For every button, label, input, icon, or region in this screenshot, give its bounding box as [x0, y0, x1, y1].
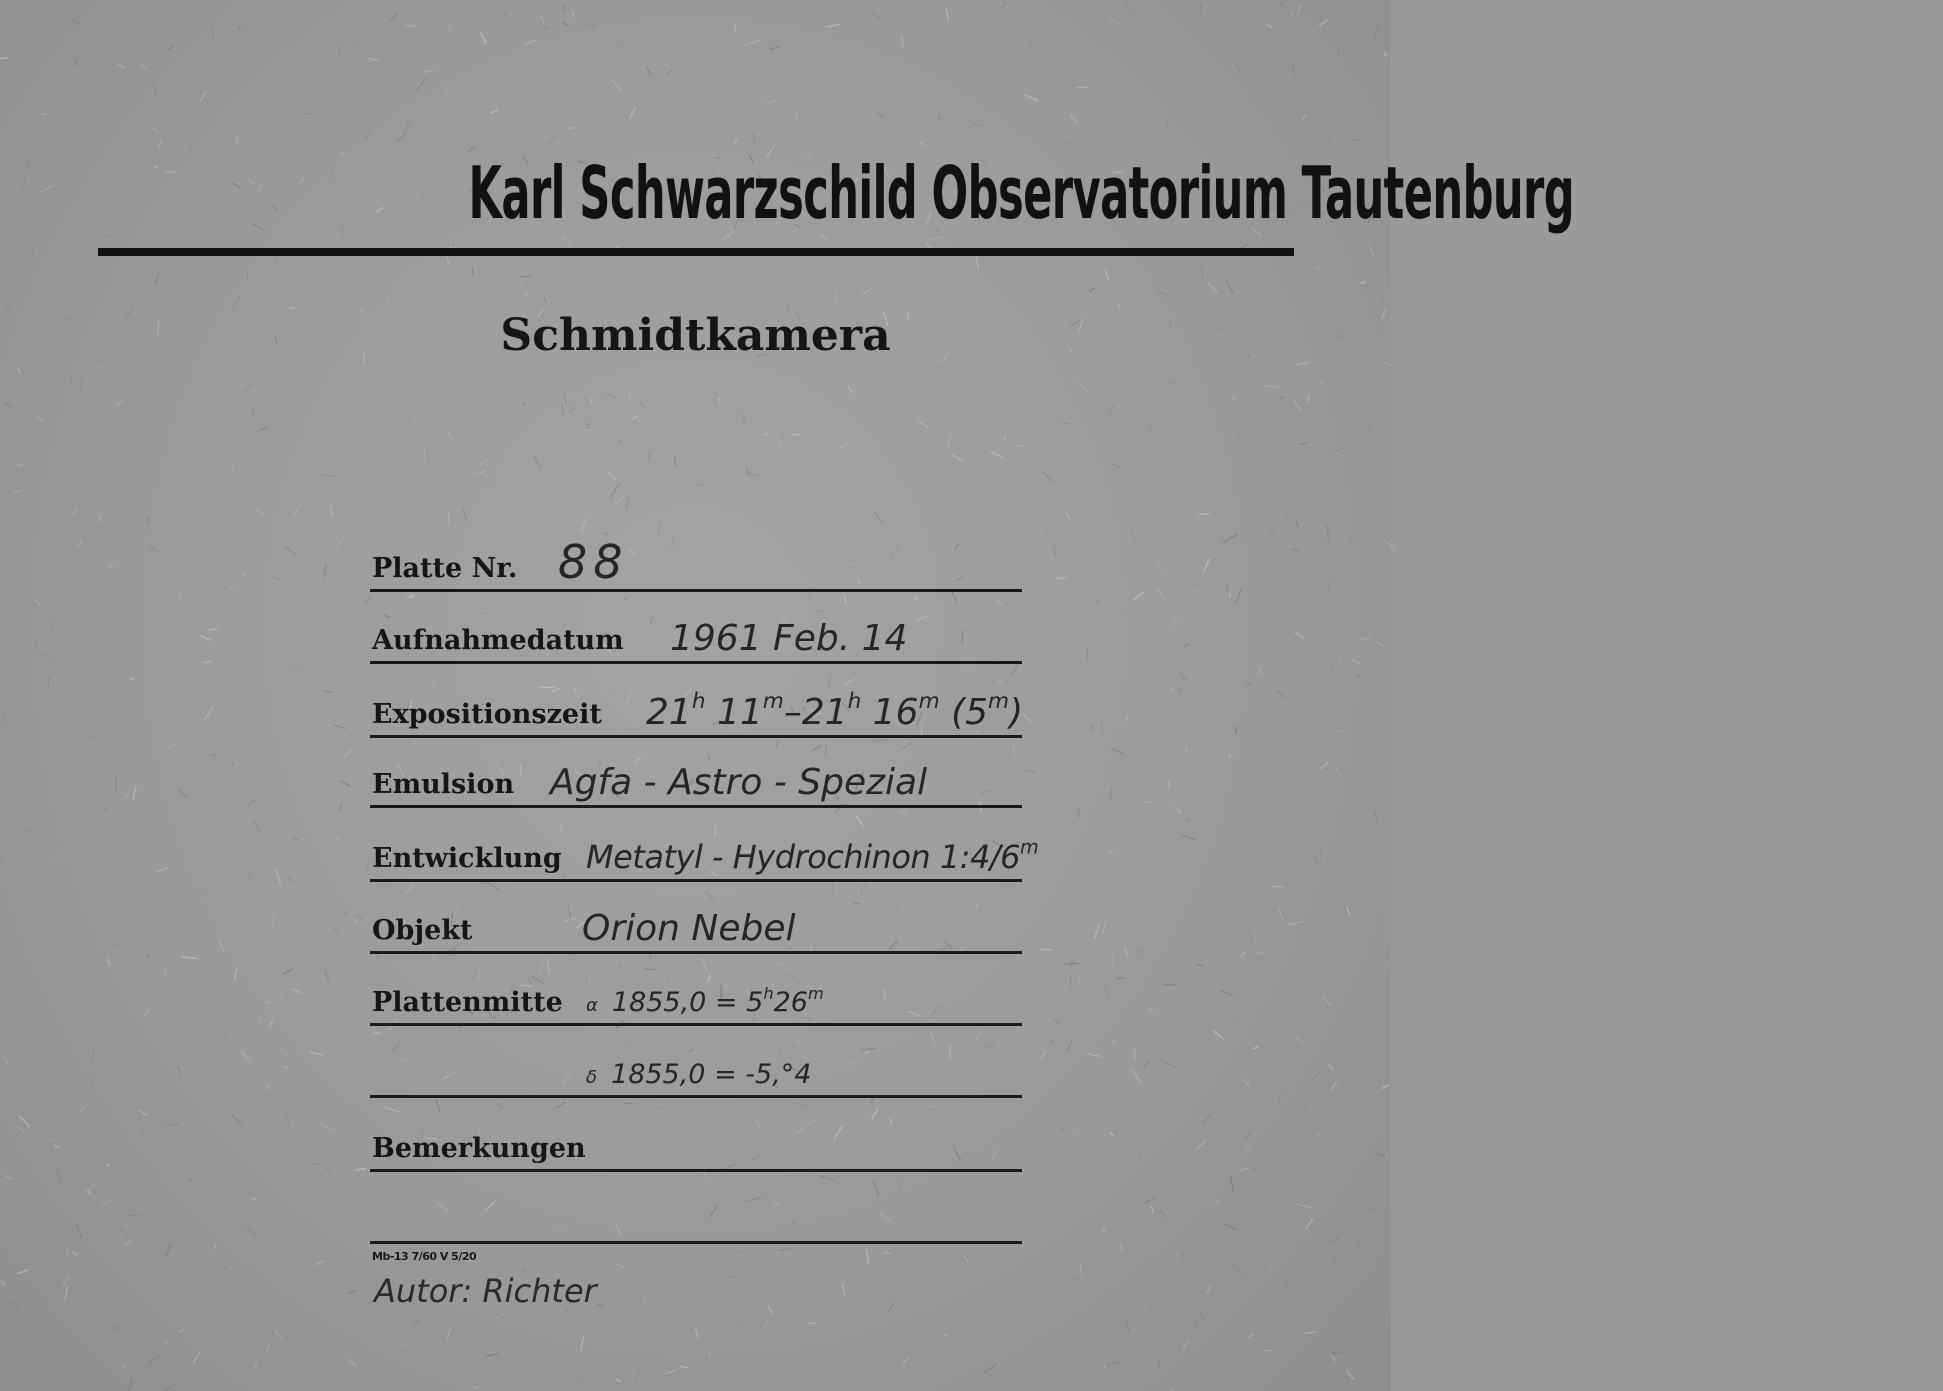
label-development: Entwicklung [372, 843, 562, 874]
value-emulsion: Agfa - Astro - Spezial [550, 762, 928, 803]
row-blank [370, 1184, 1022, 1244]
row-center-ra [370, 966, 1022, 1026]
row-center-dec [370, 1038, 1022, 1098]
underline [370, 1241, 1022, 1244]
underline [370, 1023, 1022, 1026]
label-emulsion: Emulsion [372, 769, 515, 800]
value-date: 1961 Feb. 14 [670, 618, 908, 659]
underline [370, 589, 1022, 592]
row-plate [370, 532, 1022, 592]
form-code: Mb-13 7/60 V 5/20 [372, 1250, 477, 1263]
underline [370, 735, 1022, 738]
value-exposure: 21$^h$ 11$^m$–21$^h$ 16$^m$ (5$^m$) [646, 688, 1024, 733]
label-plate: Platte Nr. [372, 553, 518, 584]
label-date: Aufnahmedatum [372, 625, 624, 656]
value-center-ra: α $1855,0 = 5^h26^m$ [586, 983, 824, 1018]
row-development [370, 822, 1039, 882]
row-date [370, 604, 1022, 664]
underline [370, 805, 1022, 808]
header-rule [98, 248, 1294, 256]
value-center-dec: δ 1855,0 = -5,°4 [586, 1059, 812, 1090]
underline [370, 1095, 1022, 1098]
label-center: Plattenmitte [372, 987, 563, 1018]
underline [370, 879, 1022, 882]
value-development: Metatyl - Hydrochinon 1:4/6$^m$ [586, 835, 1039, 876]
value-object: Orion Nebel [582, 908, 796, 949]
underline [370, 661, 1022, 664]
institution-title: Karl Schwarzschild Observatorium Tautenburg [468, 151, 1575, 235]
row-exposure [370, 678, 1022, 738]
label-object: Objekt [372, 915, 473, 946]
author-note: Autor: Richter [374, 1272, 597, 1310]
value-plate: 88 [558, 535, 629, 589]
row-object [370, 894, 1022, 954]
label-remarks: Bemerkungen [372, 1133, 586, 1164]
row-remarks [370, 1112, 1022, 1172]
row-emulsion [370, 748, 1022, 808]
underline [370, 951, 1022, 954]
label-exposure: Expositionszeit [372, 699, 602, 730]
instrument-subtitle: Schmidtkamera [500, 310, 891, 361]
underline [370, 1169, 1022, 1172]
